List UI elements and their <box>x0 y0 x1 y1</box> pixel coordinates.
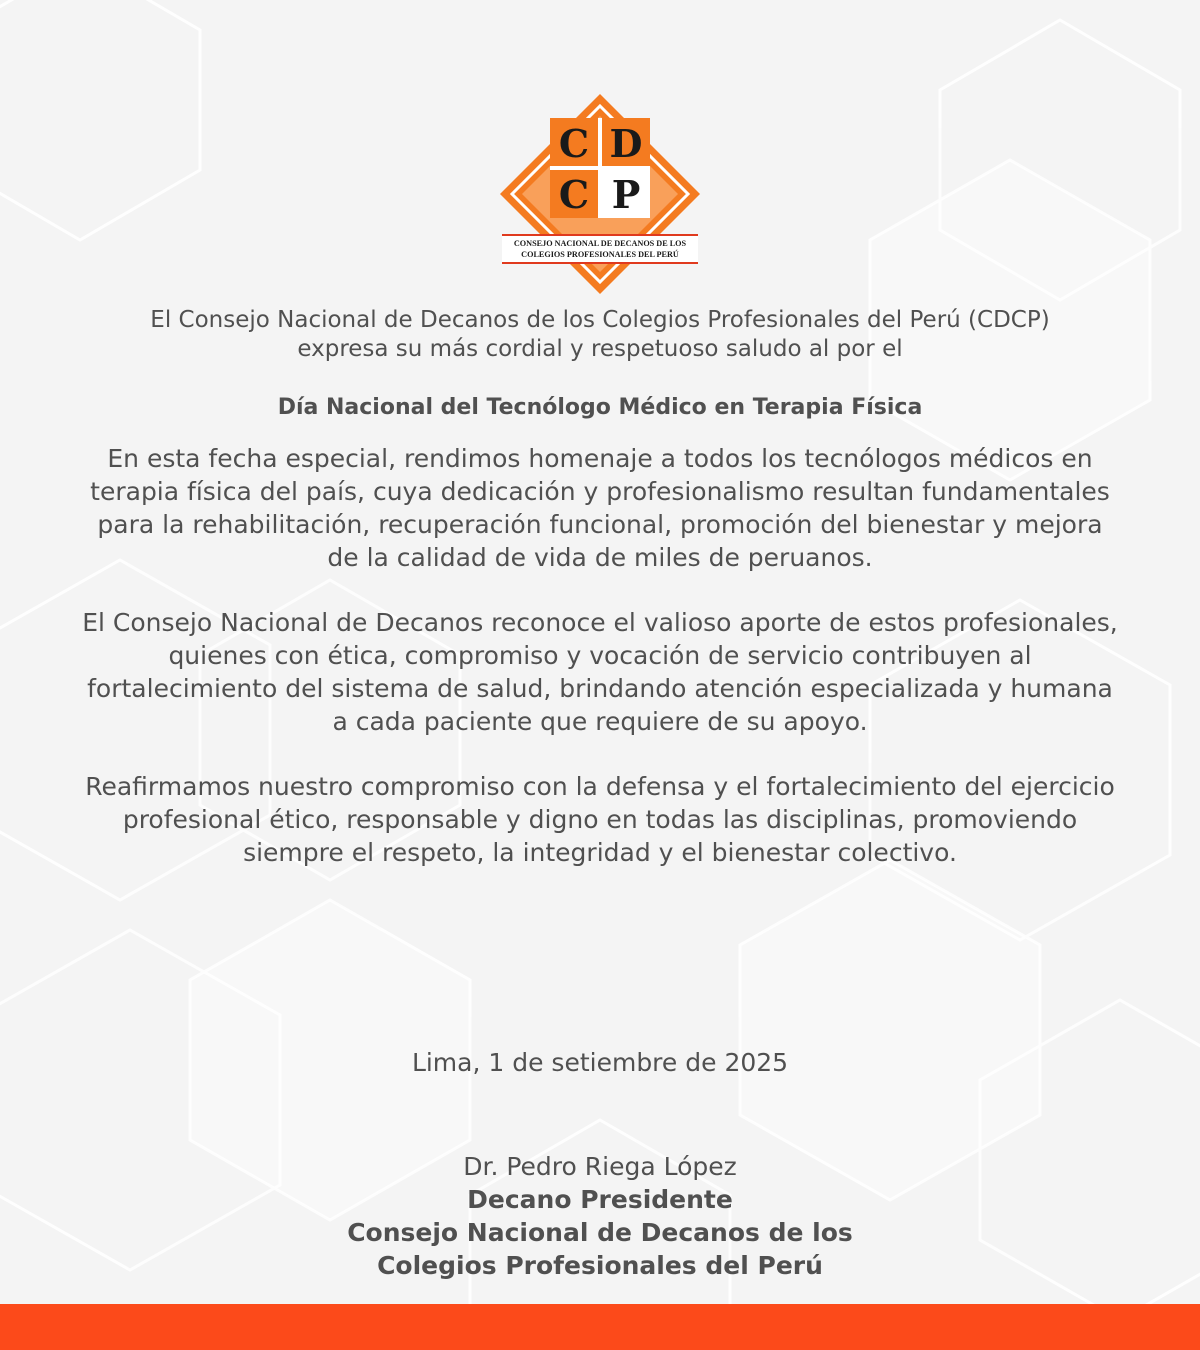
logo-letter-d: D <box>609 121 643 166</box>
celebration-title: Día Nacional del Tecnólogo Médico en Terapia Física <box>277 395 923 420</box>
signer-org-line-2: Colegios Profesionales del Perú <box>377 1251 823 1280</box>
cdcp-logo <box>498 92 702 296</box>
footer-accent-bar <box>0 1304 1200 1350</box>
signer-org-line-1: Consejo Nacional de Decanos de los <box>347 1218 853 1247</box>
intro-text <box>60 306 1140 364</box>
paragraph-commitment: Reafirmamos nuestro compromiso con la defensa y el fortalecimiento del ejercicio profesional ético, responsable y digno en todas las disciplinas, promoviendo siempre el respeto, la integridad y el bienestar colectivo. <box>85 772 1115 867</box>
paragraph-recognition: El Consejo Nacional de Decanos reconoce el valioso aporte de estos profesionales, quienes con ética, compromiso y vocación de servicio contribuyen al fortalecimiento del sistema de salud, brindando atención especializada y humana a cada paciente que requiere de su apoyo. <box>82 608 1118 736</box>
logo-caption-line1: CONSEJO NACIONAL DE DECANOS DE LOS <box>513 239 687 248</box>
logo-caption-line2: COLEGIOS PROFESIONALES DEL PERÚ <box>521 250 679 259</box>
date-line: Lima, 1 de setiembre de 2025 <box>411 1048 789 1077</box>
intro-line-2: expresa su más cordial y respetuoso saludo al por el <box>297 336 903 362</box>
logo-letter-c1: C <box>558 121 590 166</box>
intro-line-1: El Consejo Nacional de Decanos de los Colegios Profesionales del Perú (CDCP) <box>150 307 1050 333</box>
signature-block <box>0 1150 1200 1282</box>
logo-letter-c2: C <box>558 172 590 217</box>
logo-letter-p: P <box>611 172 641 217</box>
signer-position: Decano Presidente <box>467 1185 733 1214</box>
paragraph-homage: En esta fecha especial, rendimos homenaje a todos los tecnólogos médicos en terapia física del país, cuya dedicación y profesionalismo resultan fundamentales para la rehabilitación, recuperación funcional, promoción del bienestar y mejora de la calidad de vida de miles de peruanos. <box>90 444 1110 572</box>
message-body <box>60 306 1140 869</box>
signer-name: Dr. Pedro Riega López <box>463 1152 737 1181</box>
